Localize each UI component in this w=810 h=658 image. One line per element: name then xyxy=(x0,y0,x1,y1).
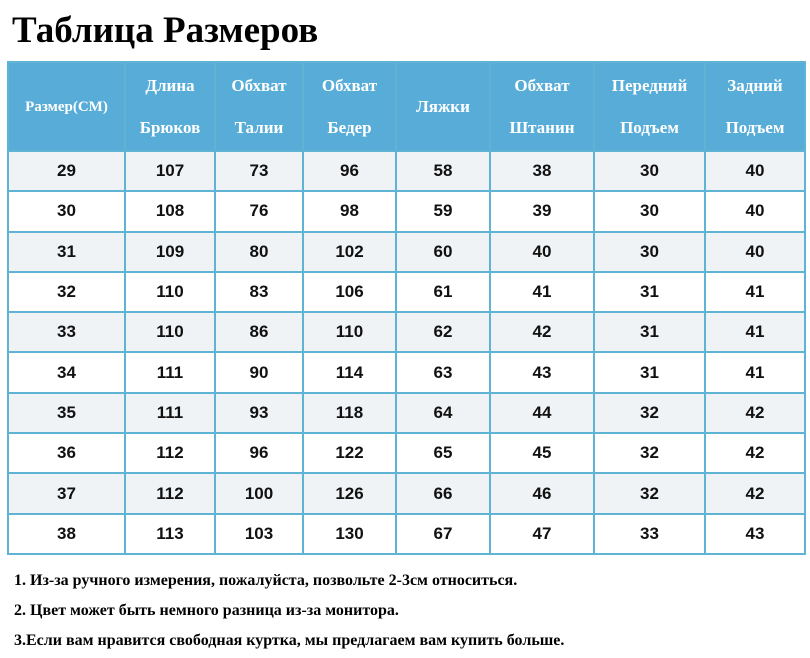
table-cell: 113 xyxy=(125,514,215,554)
header-cell xyxy=(490,62,594,151)
table-cell: 30 xyxy=(594,151,705,191)
header-label: Обхват xyxy=(231,75,287,95)
table-cell: 60 xyxy=(396,232,490,272)
table-cell: 112 xyxy=(125,473,215,513)
table-cell: 110 xyxy=(303,312,396,352)
table-cell: 61 xyxy=(396,272,490,312)
table-cell: 42 xyxy=(705,433,805,473)
table-cell: 30 xyxy=(8,191,125,231)
table-cell: 122 xyxy=(303,433,396,473)
table-cell: 38 xyxy=(8,514,125,554)
table-row xyxy=(8,433,805,473)
table-cell: 126 xyxy=(303,473,396,513)
table-row xyxy=(8,352,805,392)
table-cell: 76 xyxy=(215,191,303,231)
table-cell: 64 xyxy=(396,393,490,433)
header-label: Брюков xyxy=(139,117,201,137)
table-cell: 41 xyxy=(705,272,805,312)
table-cell: 86 xyxy=(215,312,303,352)
table-cell: 96 xyxy=(303,151,396,191)
table-cell: 42 xyxy=(705,393,805,433)
header-label: Ляжки xyxy=(416,96,470,116)
table-cell: 103 xyxy=(215,514,303,554)
table-cell: 107 xyxy=(125,151,215,191)
table-cell: 29 xyxy=(8,151,125,191)
table-cell: 32 xyxy=(594,393,705,433)
table-row xyxy=(8,312,805,352)
page-title: Таблица Размеров xyxy=(12,10,319,51)
table-cell: 35 xyxy=(8,393,125,433)
table-cell: 34 xyxy=(8,352,125,392)
table-cell: 31 xyxy=(594,352,705,392)
table-cell: 41 xyxy=(705,312,805,352)
header-label: Штанин xyxy=(509,117,575,137)
table-cell: 106 xyxy=(303,272,396,312)
table-cell: 96 xyxy=(215,433,303,473)
table-cell: 42 xyxy=(490,312,594,352)
table-cell: 32 xyxy=(594,433,705,473)
table-cell: 47 xyxy=(490,514,594,554)
table-cell: 42 xyxy=(705,473,805,513)
table-row xyxy=(8,393,805,433)
table-cell: 108 xyxy=(125,191,215,231)
header-label: Размер(СМ) xyxy=(25,98,108,115)
header-label: Подъем xyxy=(620,117,679,137)
table-row xyxy=(8,151,805,191)
header-label: Обхват xyxy=(321,75,378,95)
note-2: 2. Цвет может быть немного разница из-за монитора. xyxy=(14,602,399,619)
table-cell: 109 xyxy=(125,232,215,272)
table-cell: 40 xyxy=(705,191,805,231)
table-cell: 43 xyxy=(705,514,805,554)
table-cell: 114 xyxy=(303,352,396,392)
header-label: Передний xyxy=(611,75,688,95)
table-cell: 112 xyxy=(125,433,215,473)
table-cell: 37 xyxy=(8,473,125,513)
header-cell xyxy=(215,62,303,151)
table-cell: 118 xyxy=(303,393,396,433)
header-cell xyxy=(125,62,215,151)
table-cell: 90 xyxy=(215,352,303,392)
header-label: Подъем xyxy=(725,117,785,137)
table-cell: 31 xyxy=(8,232,125,272)
header-cell xyxy=(594,62,705,151)
table-cell: 98 xyxy=(303,191,396,231)
table-row xyxy=(8,514,805,554)
table-cell: 40 xyxy=(705,232,805,272)
table-cell: 102 xyxy=(303,232,396,272)
table-cell: 63 xyxy=(396,352,490,392)
note-3: 3.Если вам нравится свободная куртка, мы предлагаем вам купить больше. xyxy=(14,632,565,649)
table-cell: 33 xyxy=(8,312,125,352)
table-cell: 59 xyxy=(396,191,490,231)
size-table xyxy=(7,61,806,555)
table-cell: 36 xyxy=(8,433,125,473)
table-cell: 73 xyxy=(215,151,303,191)
header-cell xyxy=(303,62,396,151)
table-cell: 32 xyxy=(8,272,125,312)
table-cell: 43 xyxy=(490,352,594,392)
table-cell: 41 xyxy=(490,272,594,312)
table-row xyxy=(8,473,805,513)
table-cell: 41 xyxy=(705,352,805,392)
table-cell: 80 xyxy=(215,232,303,272)
table-cell: 44 xyxy=(490,393,594,433)
table-cell: 66 xyxy=(396,473,490,513)
table-cell: 40 xyxy=(705,151,805,191)
table-cell: 67 xyxy=(396,514,490,554)
table-cell: 110 xyxy=(125,272,215,312)
table-cell: 31 xyxy=(594,312,705,352)
table-cell: 38 xyxy=(490,151,594,191)
header-row xyxy=(8,62,805,151)
table-cell: 100 xyxy=(215,473,303,513)
table-cell: 110 xyxy=(125,312,215,352)
table-body xyxy=(8,151,805,554)
table-cell: 30 xyxy=(594,232,705,272)
header-label: Обхват xyxy=(514,75,570,95)
table-cell: 130 xyxy=(303,514,396,554)
table-cell: 40 xyxy=(490,232,594,272)
table-cell: 65 xyxy=(396,433,490,473)
table-cell: 62 xyxy=(396,312,490,352)
table-cell: 46 xyxy=(490,473,594,513)
table-cell: 93 xyxy=(215,393,303,433)
table-cell: 83 xyxy=(215,272,303,312)
table-row xyxy=(8,232,805,272)
header-cell xyxy=(8,62,125,151)
table-cell: 30 xyxy=(594,191,705,231)
header-label: Бедер xyxy=(327,117,372,137)
notes xyxy=(14,566,564,656)
table-cell: 32 xyxy=(594,473,705,513)
header-label: Талии xyxy=(234,117,284,137)
header-label: Длина xyxy=(145,75,195,95)
table-cell: 45 xyxy=(490,433,594,473)
header-label: Задний xyxy=(727,75,783,95)
table-cell: 31 xyxy=(594,272,705,312)
table-cell: 111 xyxy=(125,352,215,392)
table-row xyxy=(8,191,805,231)
header-cell xyxy=(396,62,490,151)
table-row xyxy=(8,272,805,312)
table-cell: 33 xyxy=(594,514,705,554)
table-cell: 111 xyxy=(125,393,215,433)
table-cell: 39 xyxy=(490,191,594,231)
note-1: 1. Из-за ручного измерения, пожалуйста, позвольте 2-3см относиться. xyxy=(14,572,518,589)
header-cell xyxy=(705,62,805,151)
table-cell: 58 xyxy=(396,151,490,191)
